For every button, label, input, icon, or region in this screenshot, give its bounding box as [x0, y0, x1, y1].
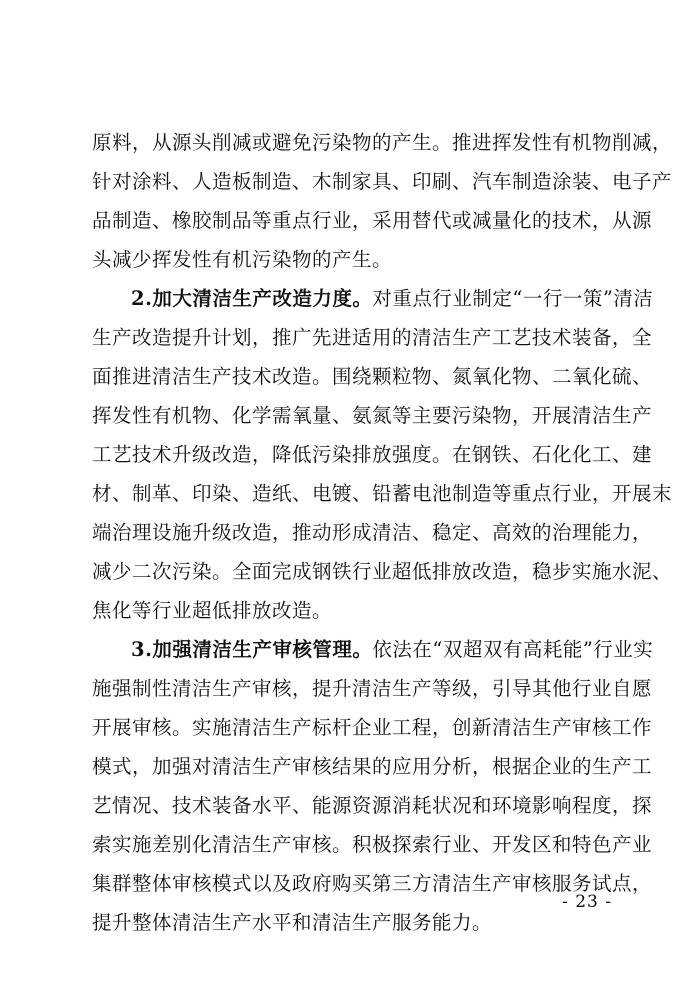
body-line: 材、制革、印染、造纸、电镀、铅蓄电池制造等重点行业，开展末 [92, 482, 673, 505]
body-line: 面推进清洁生产技术改造。围绕颗粒物、氮氧化物、二氧化硫、 [92, 365, 653, 388]
body-line: 生产改造提升计划，推广先进适用的清洁生产工艺技术装备，全 [92, 326, 653, 349]
section-first-line [131, 636, 654, 664]
body-line: 开展审核。实施清洁生产标杆企业工程，创新清洁生产审核工作 [92, 716, 653, 739]
section-heading-2: 2.加大清洁生产改造力度。 [131, 287, 373, 310]
body-line: 针对涂料、人造板制造、木制家具、印刷、汽车制造涂装、电子产 [92, 170, 673, 193]
section-text: 对重点行业制定“一行一策”清洁 [372, 287, 654, 310]
body-line: 模式，加强对清洁生产审核结果的应用分析，根据企业的生产工 [92, 755, 653, 778]
body-line: 索实施差别化清洁生产审核。积极探索行业、开发区和特色产业 [92, 833, 653, 856]
body-line: 减少二次污染。全面完成钢铁行业超低排放改造，稳步实施水泥、 [92, 560, 673, 583]
body-line: 端治理设施升级改造，推动形成清洁、稳定、高效的治理能力， [92, 521, 653, 544]
section-first-line [131, 285, 654, 313]
body-line: 焦化等行业超低排放改造。 [92, 599, 333, 622]
section-heading-3: 3.加强清洁生产审核管理。 [131, 638, 373, 661]
body-line: 施强制性清洁生产审核，提升清洁生产等级，引导其他行业自愿 [92, 677, 653, 700]
page-number: - 23 - [562, 892, 612, 912]
body-line: 艺情况、技术装备水平、能源资源消耗状况和环境影响程度，探 [92, 794, 653, 817]
body-line: 工艺技术升级改造，降低污染排放强度。在钢铁、石化化工、建 [92, 443, 653, 466]
body-line: 原料，从源头削减或避免污染物的产生。推进挥发性有机物削减， [92, 131, 673, 154]
body-line: 头减少挥发性有机污染物的产生。 [92, 248, 393, 271]
body-line: 提升整体清洁生产水平和清洁生产服务能力。 [92, 911, 493, 934]
body-line: 品制造、橡胶制品等重点行业，采用替代或减量化的技术，从源 [92, 209, 653, 232]
section-text: 依法在“双超双有高耗能”行业实 [372, 638, 654, 661]
body-line: 集群整体审核模式以及政府购买第三方清洁生产审核服务试点， [92, 872, 653, 895]
body-line: 挥发性有机物、化学需氧量、氨氮等主要污染物，开展清洁生产 [92, 404, 653, 427]
